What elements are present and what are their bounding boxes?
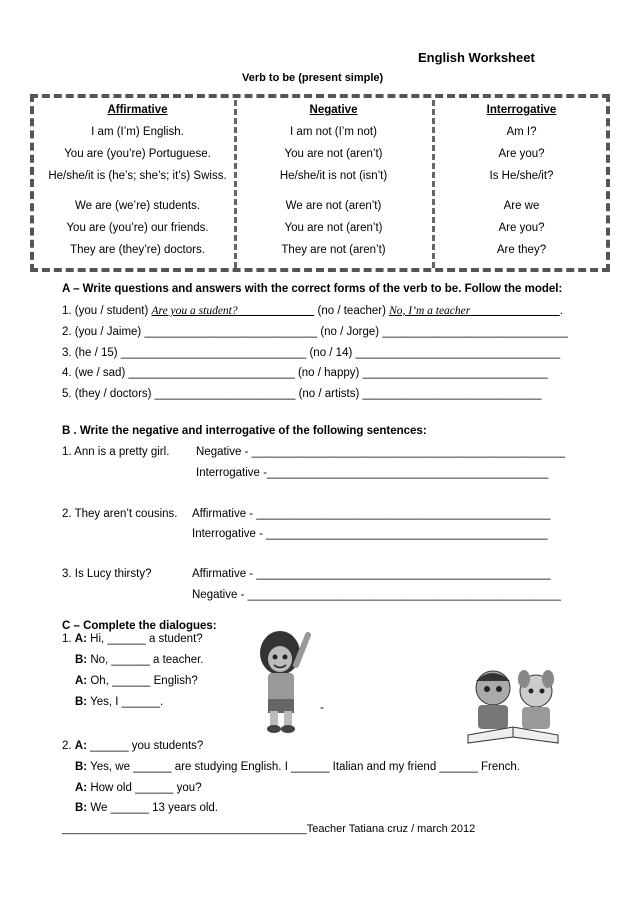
footer-rule: ________________________________________	[62, 823, 307, 835]
exercise-a-line-2: 2. (you / Jaime) ___________________________ (no / Jorge) _____________________________	[62, 326, 568, 338]
exercise-b-sentence-2: 2. They aren’t cousins.	[62, 508, 178, 520]
exercise-prompt: 1. (you / student)	[62, 305, 152, 317]
interrogative-row: Are they?	[496, 244, 547, 256]
negative-row: They are not (aren’t)	[281, 244, 386, 256]
dialogue-text: We ______ 13 years old.	[87, 802, 218, 814]
worksheet-subtitle: Verb to be (present simple)	[242, 72, 384, 84]
footer-credit: Teacher Tatiana cruz / march 2012	[306, 823, 476, 835]
kids-reading-illustration	[458, 663, 573, 748]
affirmative-row: They are (they’re) doctors.	[70, 244, 205, 256]
exercise-a-line-3: 3. (he / 15) _____________________________ (no / 14) ________________________________	[62, 347, 561, 359]
exercise-prompt: (no / teacher)	[314, 305, 390, 317]
interrogative-row: Are you?	[498, 222, 545, 234]
worksheet-title: English Worksheet	[418, 50, 535, 65]
speaker-label: B:	[75, 696, 88, 708]
exercise-b-answer-line: Affirmative - ______________________________________________	[192, 568, 551, 580]
negative-row: He/she/it is not (isn’t)	[279, 170, 388, 182]
affirmative-row: I am (I’m) English.	[91, 126, 184, 138]
dialogue-text: No, ______ a teacher.	[87, 654, 204, 666]
exercise-b-answer-line: Negative - _________________________________________________	[192, 589, 561, 601]
dialogue-1-line	[75, 675, 198, 687]
dialogue-text: Yes, I ______.	[87, 696, 164, 708]
dialogue-2-line	[75, 802, 218, 814]
dialogue-2-line	[75, 782, 202, 794]
model-answer: No, I’m a teacher	[389, 305, 471, 317]
affirmative-header: Affirmative	[107, 104, 168, 116]
interrogative-row: Are you?	[498, 148, 545, 160]
speaker-label: B:	[75, 761, 88, 773]
dialogue-text: Hi, ______ a student?	[86, 633, 203, 645]
dialogue-1-line	[75, 696, 163, 708]
negative-header: Negative	[309, 104, 358, 116]
negative-row: We are not (aren’t)	[285, 200, 382, 212]
speaker-label: A:	[75, 675, 88, 687]
exercise-b-sentence-1: 1. Ann is a pretty girl.	[62, 446, 170, 458]
exercise-b-answer-line: Negative - _________________________________________________	[196, 446, 565, 458]
affirmative-row: We are (we’re) students.	[74, 200, 201, 212]
affirmative-row: He/she/it is (he’s; she’s; it’s) Swiss.	[48, 170, 227, 182]
section-a-heading: A – Write questions and answers with the correct forms of the verb to be. Follow the model:	[62, 283, 563, 295]
interrogative-row: Is He/she/it?	[489, 170, 554, 182]
interrogative-row: Are we	[503, 200, 540, 212]
dialogue-number: 2.	[62, 740, 72, 752]
girl-cartoon-illustration	[246, 625, 316, 735]
dialogue-number: 1.	[62, 633, 72, 645]
exercise-b-answer-line: Affirmative - ______________________________________________	[192, 508, 551, 520]
negative-row: You are not (aren’t)	[284, 148, 383, 160]
dialogue-text: Oh, ______ English?	[87, 675, 198, 687]
dialogue-1-line	[62, 633, 203, 645]
stray-mark: -	[320, 700, 324, 714]
exercise-b-sentence-3: 3. Is Lucy thirsty?	[62, 568, 152, 580]
speaker-label: B:	[75, 802, 88, 814]
dialogue-text: Yes, we ______ are studying English. I ______ Italian and my friend ______ French.	[87, 761, 520, 773]
dialogue-text: How old ______ you?	[87, 782, 202, 794]
footer	[62, 823, 475, 835]
negative-row: You are not (aren’t)	[284, 222, 383, 234]
exercise-a-line-5: 5. (they / doctors) ______________________ (no / artists) ____________________________	[62, 388, 542, 400]
dialogue-text: ______ you students?	[86, 740, 204, 752]
section-c-heading: C – Complete the dialogues:	[62, 620, 217, 632]
speaker-label: A:	[75, 782, 88, 794]
affirmative-row: You are (you’re) our friends.	[66, 222, 209, 234]
speaker-label: B:	[75, 654, 88, 666]
model-answer: Are you a student?	[151, 305, 238, 317]
exercise-a-line-1: 1. (you / student) Are you a student? (no / teacher) No, I’m a teacher .	[62, 305, 563, 317]
exercise-a-line-4: 4. (we / sad) __________________________ (no / happy) _____________________________	[62, 367, 548, 379]
negative-row: I am not (I’m not)	[290, 126, 377, 138]
dialogue-1-line	[75, 654, 204, 666]
interrogative-row: Am I?	[506, 126, 537, 138]
section-b-heading: B . Write the negative and interrogative of the following sentences:	[62, 425, 427, 437]
interrogative-header: Interrogative	[486, 104, 557, 116]
exercise-b-answer-line: Interrogative -____________________________________________	[196, 467, 549, 479]
affirmative-row: You are (you’re) Portuguese.	[64, 148, 211, 160]
dialogue-2-line	[62, 740, 203, 752]
dialogue-2-line	[75, 761, 520, 773]
speaker-label: A:	[74, 633, 87, 645]
speaker-label: A:	[74, 740, 87, 752]
exercise-b-answer-line: Interrogative - ____________________________________________	[192, 528, 548, 540]
